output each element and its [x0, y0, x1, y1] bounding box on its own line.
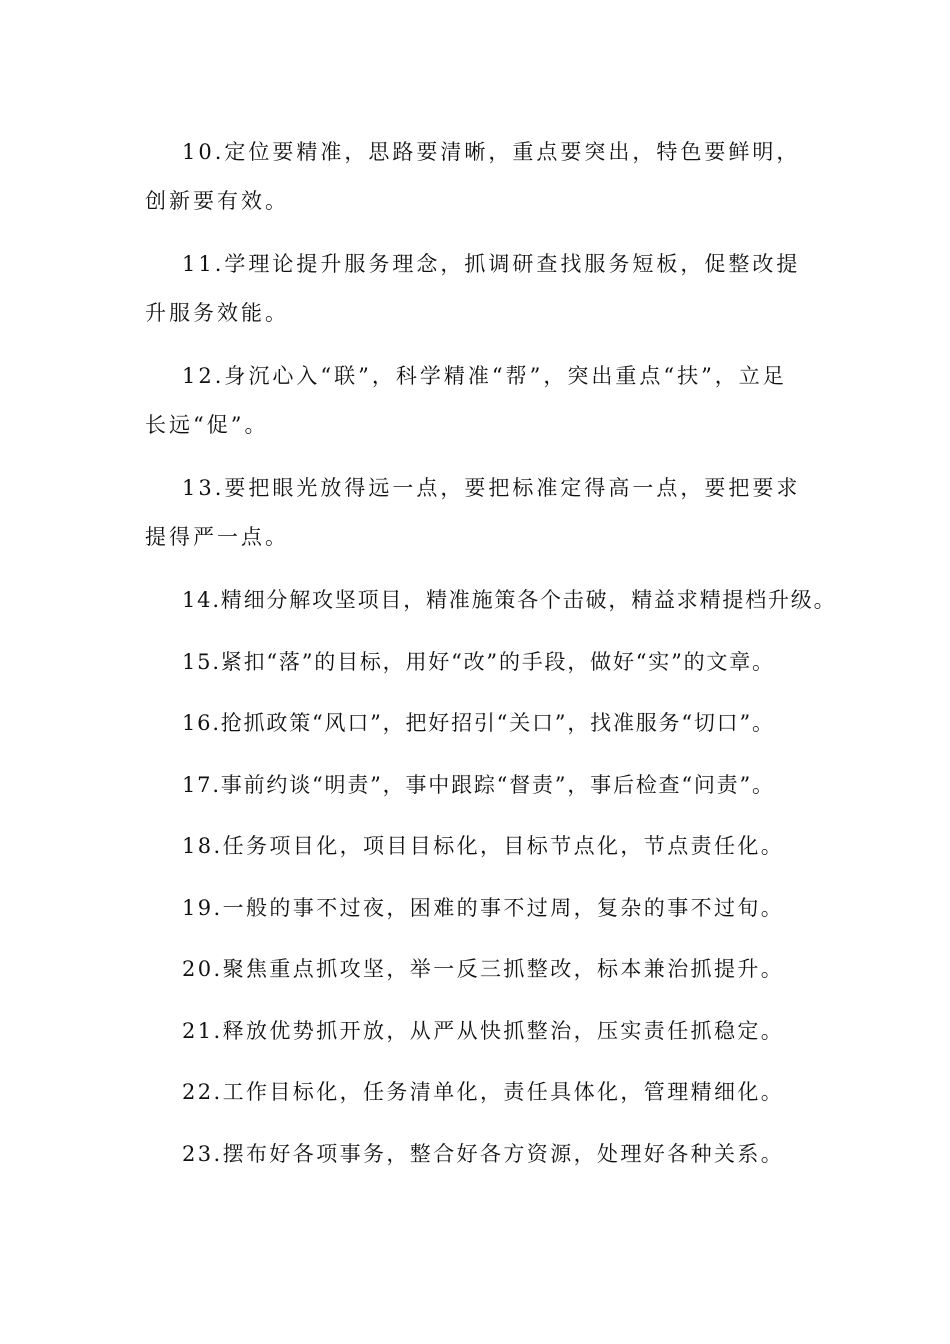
numbered-list	[145, 128, 837, 1191]
list-item: 13.要把眼光放得远一点，要把标准定得高一点，要把要求提得严一点。	[145, 476, 801, 549]
list-item: 18.任务项目化，项目目标化，目标节点化，节点责任化。	[182, 834, 785, 858]
list-item: 19.一般的事不过夜，困难的事不过周，复杂的事不过旬。	[182, 895, 785, 920]
list-item: 10.定位要精准，思路要清晰，重点要突出，特色要鲜明，创新要有效。	[145, 140, 801, 213]
list-item: 11.学理论提升服务理念，抓调研查找服务短板，促整改提升服务效能。	[145, 252, 801, 325]
list-item: 12.身沉心入“联”，科学精准“帮”，突出重点“扶”，立足长远“促”。	[145, 364, 787, 437]
list-item: 21.释放优势抓开放，从严从快抓整治，压实责任抓稳定。	[182, 1018, 785, 1043]
list-item: 23.摆布好各项事务，整合好各方资源，处理好各种关系。	[182, 1141, 785, 1166]
list-item: 20.聚焦重点抓攻坚，举一反三抓整改，标本兼治抓提升。	[182, 957, 785, 981]
list-item: 16.抢抓政策“风口”，把好招引“关口”，找准服务“切口”。	[182, 711, 775, 735]
list-item: 15.紧扣“落”的目标，用好“改”的手段，做好“实”的文章。	[182, 649, 775, 674]
list-item: 14.精细分解攻坚项目，精准施策各个击破，精益求精提档升级。	[182, 588, 837, 612]
list-item: 22.工作目标化，任务清单化，责任具体化，管理精细化。	[182, 1080, 785, 1104]
list-item: 17.事前约谈“明责”，事中跟踪“督责”，事后检查“问责”。	[182, 772, 775, 797]
